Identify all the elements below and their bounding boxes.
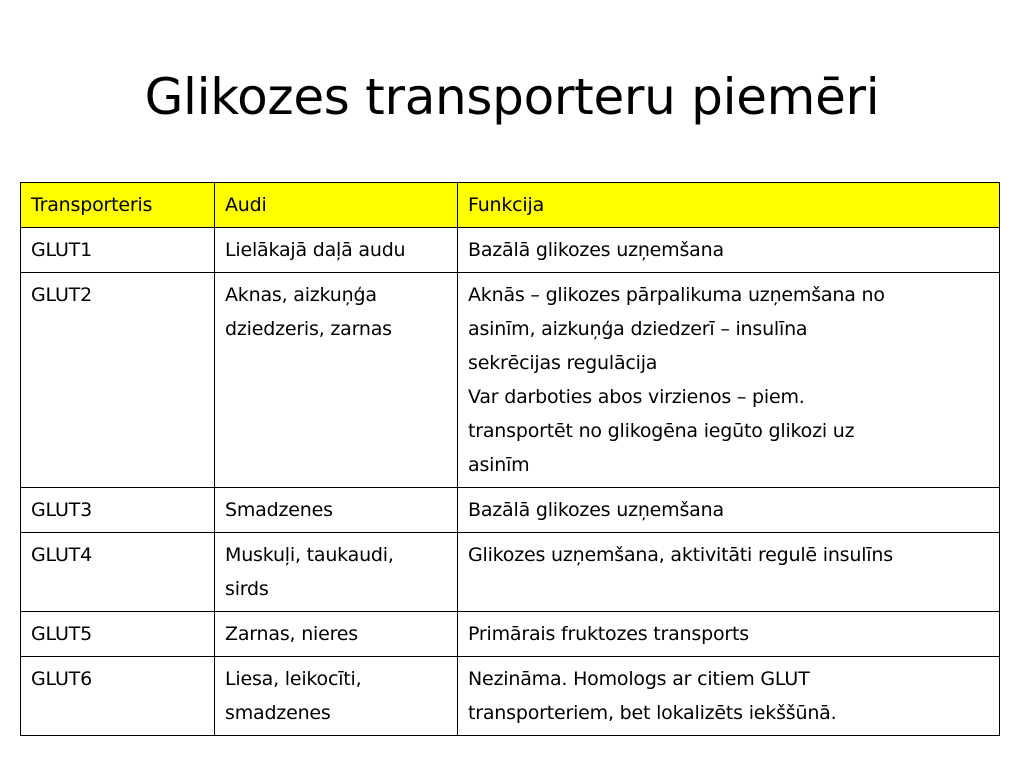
glucose-transporter-table	[20, 182, 1000, 736]
header-cell-function: Funkcija	[458, 183, 1000, 228]
cell-function: Glikozes uzņemšana, aktivitāti regulē insulīns	[458, 533, 1000, 612]
cell-tissues: Zarnas, nieres	[215, 612, 458, 657]
cell-transporter: GLUT2	[21, 273, 215, 488]
slide-title: Glikozes transporteru piemēri	[144, 68, 880, 126]
table-row	[21, 612, 1000, 657]
cell-tissues: Liesa, leikocīti, smadzenes	[215, 657, 458, 736]
cell-tissues: Lielākajā daļā audu	[215, 228, 458, 273]
table-row	[21, 657, 1000, 736]
cell-function: Bazālā glikozes uzņemšana	[458, 228, 1000, 273]
cell-transporter: GLUT6	[21, 657, 215, 736]
table-row	[21, 488, 1000, 533]
table-row	[21, 273, 1000, 488]
cell-transporter: GLUT3	[21, 488, 215, 533]
table-row	[21, 533, 1000, 612]
table-row	[21, 228, 1000, 273]
cell-function: Nezināma. Homologs ar citiem GLUT transporteriem, bet lokalizēts iekššūnā.	[458, 657, 1000, 736]
cell-tissues: Aknas, aizkuņģa dziedzeris, zarnas	[215, 273, 458, 488]
cell-transporter: GLUT1	[21, 228, 215, 273]
cell-transporter: GLUT4	[21, 533, 215, 612]
header-cell-transporter: Transporteris	[21, 183, 215, 228]
header-cell-tissues: Audi	[215, 183, 458, 228]
cell-tissues: Smadzenes	[215, 488, 458, 533]
table-container	[20, 182, 999, 736]
cell-function: Aknās – glikozes pārpalikuma uzņemšana no asinīm, aizkuņģa dziedzerī – insulīna sekrēcijas regulācija Var darboties abos virzienos – piem. transportēt no glikogēna iegūto glikozi uz asinīm	[458, 273, 1000, 488]
cell-function: Bazālā glikozes uzņemšana	[458, 488, 1000, 533]
cell-function: Primārais fruktozes transports	[458, 612, 1000, 657]
cell-transporter: GLUT5	[21, 612, 215, 657]
table-header-row	[21, 183, 1000, 228]
cell-tissues: Muskuļi, taukaudi, sirds	[215, 533, 458, 612]
